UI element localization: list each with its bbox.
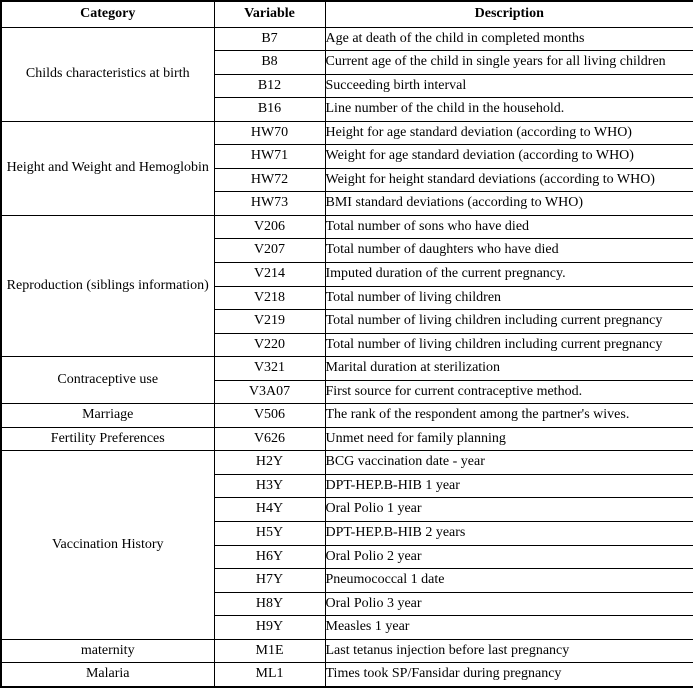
table-row — [1, 451, 693, 475]
description-cell: Imputed duration of the current pregnancy. — [325, 262, 693, 286]
variable-cell: B8 — [214, 51, 325, 75]
description-cell: Weight for age standard deviation (according to WHO) — [325, 145, 693, 169]
description-cell: Line number of the child in the household. — [325, 98, 693, 122]
variable-cell: B12 — [214, 74, 325, 98]
variable-cell: V214 — [214, 262, 325, 286]
category-cell: Childs characteristics at birth — [1, 27, 214, 121]
variable-cell: HW72 — [214, 168, 325, 192]
variable-cell: V219 — [214, 310, 325, 334]
variable-cell: B16 — [214, 98, 325, 122]
category-cell: maternity — [1, 639, 214, 663]
variable-cell: V206 — [214, 215, 325, 239]
description-cell: Total number of living children including current pregnancy — [325, 310, 693, 334]
variable-cell: V506 — [214, 404, 325, 428]
description-cell: Succeeding birth interval — [325, 74, 693, 98]
variable-cell: V321 — [214, 357, 325, 381]
variable-cell: H6Y — [214, 545, 325, 569]
description-cell: Marital duration at sterilization — [325, 357, 693, 381]
variable-cell: HW70 — [214, 121, 325, 145]
variable-cell: H9Y — [214, 616, 325, 640]
variable-cell: H7Y — [214, 569, 325, 593]
description-cell: The rank of the respondent among the partner's wives. — [325, 404, 693, 428]
description-cell: Total number of living children including current pregnancy — [325, 333, 693, 357]
header-description: Description — [325, 1, 693, 27]
category-cell: Marriage — [1, 404, 214, 428]
variable-cell: H4Y — [214, 498, 325, 522]
table-row — [1, 215, 693, 239]
table-row — [1, 639, 693, 663]
description-cell: Weight for height standard deviations (according to WHO) — [325, 168, 693, 192]
header-category: Category — [1, 1, 214, 27]
description-cell: DPT-HEP.B-HIB 1 year — [325, 474, 693, 498]
variable-cell: H2Y — [214, 451, 325, 475]
variable-cell: HW73 — [214, 192, 325, 216]
variable-cell: V626 — [214, 427, 325, 451]
description-cell: Total number of sons who have died — [325, 215, 693, 239]
variable-cell: H8Y — [214, 592, 325, 616]
table-row — [1, 27, 693, 51]
table-row — [1, 427, 693, 451]
description-cell: Total number of living children — [325, 286, 693, 310]
category-cell: Vaccination History — [1, 451, 214, 639]
header-variable: Variable — [214, 1, 325, 27]
variable-cell: ML1 — [214, 663, 325, 687]
description-cell: Times took SP/Fansidar during pregnancy — [325, 663, 693, 687]
description-cell: Oral Polio 3 year — [325, 592, 693, 616]
description-cell: BCG vaccination date - year — [325, 451, 693, 475]
category-cell: Height and Weight and Hemoglobin — [1, 121, 214, 215]
table-row — [1, 121, 693, 145]
description-cell: Oral Polio 2 year — [325, 545, 693, 569]
description-cell: Total number of daughters who have died — [325, 239, 693, 263]
variable-cell: V220 — [214, 333, 325, 357]
category-cell: Reproduction (siblings information) — [1, 215, 214, 356]
table-body — [1, 27, 693, 687]
variable-cell: H5Y — [214, 521, 325, 545]
description-cell: First source for current contraceptive method. — [325, 380, 693, 404]
description-cell: Last tetanus injection before last pregnancy — [325, 639, 693, 663]
description-cell: Measles 1 year — [325, 616, 693, 640]
description-cell: Height for age standard deviation (according to WHO) — [325, 121, 693, 145]
description-cell: DPT-HEP.B-HIB 2 years — [325, 521, 693, 545]
category-cell: Fertility Preferences — [1, 427, 214, 451]
description-cell: Age at death of the child in completed months — [325, 27, 693, 51]
category-cell: Malaria — [1, 663, 214, 687]
description-cell: Current age of the child in single years for all living children — [325, 51, 693, 75]
description-cell: Unmet need for family planning — [325, 427, 693, 451]
variable-cell: V207 — [214, 239, 325, 263]
variable-cell: V218 — [214, 286, 325, 310]
table-row — [1, 404, 693, 428]
variable-cell: H3Y — [214, 474, 325, 498]
header-row — [1, 1, 693, 27]
variable-cell: V3A07 — [214, 380, 325, 404]
table-row — [1, 357, 693, 381]
category-cell: Contraceptive use — [1, 357, 214, 404]
variable-cell: HW71 — [214, 145, 325, 169]
variable-cell: B7 — [214, 27, 325, 51]
table-row — [1, 663, 693, 687]
variable-cell: M1E — [214, 639, 325, 663]
description-cell: Pneumococcal 1 date — [325, 569, 693, 593]
description-cell: BMI standard deviations (according to WHO) — [325, 192, 693, 216]
description-cell: Oral Polio 1 year — [325, 498, 693, 522]
